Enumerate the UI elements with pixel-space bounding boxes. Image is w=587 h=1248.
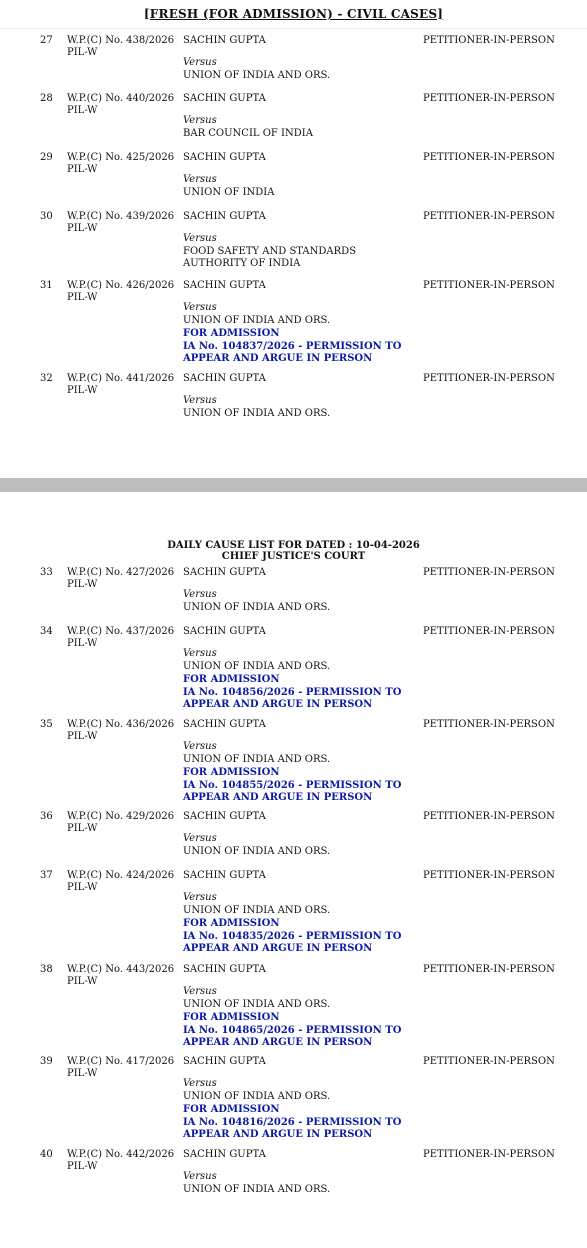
- case-type: PIL-W: [67, 47, 98, 58]
- parties: [183, 152, 408, 199]
- parties: [183, 280, 408, 365]
- cause-list-page-2: [0, 540, 587, 1248]
- case-type: PIL-W: [67, 823, 98, 834]
- item-number: 29: [40, 152, 53, 163]
- respondent: BAR COUNCIL OF INDIA: [183, 128, 313, 139]
- advocate: PETITIONER-IN-PERSON: [423, 152, 555, 163]
- case-title: W.P.(C) No. 424/2026: [67, 870, 175, 881]
- respondent: UNION OF INDIA AND ORS.: [183, 661, 331, 672]
- admission-label: FOR ADMISSION: [183, 918, 280, 929]
- item-number: 34: [40, 626, 53, 637]
- case-number: [67, 1056, 177, 1080]
- petitioner: SACHIN GUPTA: [183, 280, 266, 291]
- admission-label: FOR ADMISSION: [183, 328, 280, 339]
- admission-label: FOR ADMISSION: [183, 1104, 280, 1115]
- advocate: PETITIONER-IN-PERSON: [423, 35, 555, 46]
- petitioner: SACHIN GUPTA: [183, 1149, 266, 1160]
- versus-label: Versus: [183, 986, 217, 997]
- respondent: UNION OF INDIA AND ORS.: [183, 1184, 331, 1195]
- case-title: W.P.(C) No. 441/2026: [67, 373, 175, 384]
- item-number: 32: [40, 373, 53, 384]
- advocate: PETITIONER-IN-PERSON: [423, 870, 555, 881]
- respondent: UNION OF INDIA AND ORS.: [183, 408, 331, 419]
- case-type: PIL-W: [67, 882, 98, 893]
- case-type: PIL-W: [67, 976, 98, 987]
- versus-label: Versus: [183, 233, 217, 244]
- advocate: PETITIONER-IN-PERSON: [423, 567, 555, 578]
- parties: [183, 1149, 408, 1196]
- case-type: PIL-W: [67, 1068, 98, 1079]
- cause-list-date: DAILY CAUSE LIST FOR DATED : 10-04-2026: [167, 540, 420, 551]
- case-number: [67, 93, 177, 117]
- case-title: W.P.(C) No. 440/2026: [67, 93, 175, 104]
- ia-application: IA No. 104855/2026 - PERMISSION TO APPEAR AND ARGUE IN PERSON: [183, 780, 402, 803]
- case-number: [67, 626, 177, 650]
- admission-label: FOR ADMISSION: [183, 674, 280, 685]
- advocate: PETITIONER-IN-PERSON: [423, 93, 555, 104]
- versus-label: Versus: [183, 741, 217, 752]
- ia-application: IA No. 104837/2026 - PERMISSION TO APPEAR AND ARGUE IN PERSON: [183, 341, 402, 364]
- respondent: UNION OF INDIA AND ORS.: [183, 846, 331, 857]
- parties: [183, 870, 408, 955]
- parties: [183, 35, 408, 82]
- case-number: [67, 964, 177, 988]
- versus-label: Versus: [183, 174, 217, 185]
- parties: [183, 211, 408, 270]
- versus-label: Versus: [183, 1078, 217, 1089]
- case-type: PIL-W: [67, 292, 98, 303]
- advocate: PETITIONER-IN-PERSON: [423, 1149, 555, 1160]
- respondent: UNION OF INDIA AND ORS.: [183, 905, 331, 916]
- ia-application: IA No. 104865/2026 - PERMISSION TO APPEAR AND ARGUE IN PERSON: [183, 1025, 402, 1048]
- versus-label: Versus: [183, 1171, 217, 1182]
- case-title: W.P.(C) No. 427/2026: [67, 567, 175, 578]
- admission-label: FOR ADMISSION: [183, 767, 280, 778]
- page-separator: [0, 478, 587, 492]
- daily-cause-list-title: [0, 540, 587, 562]
- respondent: UNION OF INDIA AND ORS.: [183, 315, 331, 326]
- respondent: UNION OF INDIA AND ORS.: [183, 70, 331, 81]
- case-title: W.P.(C) No. 437/2026: [67, 626, 175, 637]
- case-number: [67, 870, 177, 894]
- advocate: PETITIONER-IN-PERSON: [423, 280, 555, 291]
- respondent: UNION OF INDIA AND ORS.: [183, 1091, 331, 1102]
- item-number: 37: [40, 870, 53, 881]
- admission-label: FOR ADMISSION: [183, 1012, 280, 1023]
- case-number: [67, 211, 177, 235]
- case-type: PIL-W: [67, 638, 98, 649]
- court-name: CHIEF JUSTICE'S COURT: [221, 551, 366, 562]
- parties: [183, 1056, 408, 1141]
- item-number: 30: [40, 211, 53, 222]
- advocate: PETITIONER-IN-PERSON: [423, 811, 555, 822]
- respondent: UNION OF INDIA AND ORS.: [183, 602, 331, 613]
- parties: [183, 373, 408, 420]
- petitioner: SACHIN GUPTA: [183, 964, 266, 975]
- case-type: PIL-W: [67, 731, 98, 742]
- ia-application: IA No. 104816/2026 - PERMISSION TO APPEAR AND ARGUE IN PERSON: [183, 1117, 402, 1140]
- parties: [183, 626, 408, 711]
- advocate: PETITIONER-IN-PERSON: [423, 626, 555, 637]
- petitioner: SACHIN GUPTA: [183, 567, 266, 578]
- case-number: [67, 811, 177, 835]
- petitioner: SACHIN GUPTA: [183, 35, 266, 46]
- petitioner: SACHIN GUPTA: [183, 811, 266, 822]
- case-title: W.P.(C) No. 438/2026: [67, 35, 175, 46]
- versus-label: Versus: [183, 833, 217, 844]
- item-number: 31: [40, 280, 53, 291]
- case-title: W.P.(C) No. 436/2026: [67, 719, 175, 730]
- case-title: W.P.(C) No. 439/2026: [67, 211, 175, 222]
- case-number: [67, 152, 177, 176]
- parties: [183, 811, 408, 858]
- case-number: [67, 373, 177, 397]
- parties: [183, 719, 408, 804]
- versus-label: Versus: [183, 395, 217, 406]
- petitioner: SACHIN GUPTA: [183, 626, 266, 637]
- petitioner: SACHIN GUPTA: [183, 152, 266, 163]
- item-number: 35: [40, 719, 53, 730]
- parties: [183, 93, 408, 140]
- item-number: 36: [40, 811, 53, 822]
- case-title: W.P.(C) No. 429/2026: [67, 811, 175, 822]
- petitioner: SACHIN GUPTA: [183, 211, 266, 222]
- ia-application: IA No. 104835/2026 - PERMISSION TO APPEAR AND ARGUE IN PERSON: [183, 931, 402, 954]
- case-number: [67, 280, 177, 304]
- item-number: 38: [40, 964, 53, 975]
- item-number: 33: [40, 567, 53, 578]
- case-number: [67, 719, 177, 743]
- case-type: PIL-W: [67, 164, 98, 175]
- case-type: PIL-W: [67, 105, 98, 116]
- versus-label: Versus: [183, 892, 217, 903]
- case-title: W.P.(C) No. 426/2026: [67, 280, 175, 291]
- item-number: 28: [40, 93, 53, 104]
- respondent: UNION OF INDIA: [183, 187, 275, 198]
- versus-label: Versus: [183, 115, 217, 126]
- case-title: W.P.(C) No. 417/2026: [67, 1056, 175, 1067]
- versus-label: Versus: [183, 648, 217, 659]
- petitioner: SACHIN GUPTA: [183, 719, 266, 730]
- ia-application: IA No. 104856/2026 - PERMISSION TO APPEAR AND ARGUE IN PERSON: [183, 687, 402, 710]
- advocate: PETITIONER-IN-PERSON: [423, 373, 555, 384]
- advocate: PETITIONER-IN-PERSON: [423, 964, 555, 975]
- versus-label: Versus: [183, 57, 217, 68]
- advocate: PETITIONER-IN-PERSON: [423, 719, 555, 730]
- advocate: PETITIONER-IN-PERSON: [423, 1056, 555, 1067]
- case-title: W.P.(C) No. 443/2026: [67, 964, 175, 975]
- case-type: PIL-W: [67, 223, 98, 234]
- case-number: [67, 1149, 177, 1173]
- item-number: 27: [40, 35, 53, 46]
- petitioner: SACHIN GUPTA: [183, 1056, 266, 1067]
- case-title: W.P.(C) No. 442/2026: [67, 1149, 175, 1160]
- versus-label: Versus: [183, 302, 217, 313]
- respondent: UNION OF INDIA AND ORS.: [183, 999, 331, 1010]
- parties: [183, 567, 408, 614]
- cause-list-page-1: [0, 0, 587, 478]
- petitioner: SACHIN GUPTA: [183, 870, 266, 881]
- case-number: [67, 567, 177, 591]
- respondent: FOOD SAFETY AND STANDARDS AUTHORITY OF INDIA: [183, 246, 357, 269]
- case-type: PIL-W: [67, 385, 98, 396]
- case-title: W.P.(C) No. 425/2026: [67, 152, 175, 163]
- case-number: [67, 35, 177, 59]
- advocate: PETITIONER-IN-PERSON: [423, 211, 555, 222]
- case-type: PIL-W: [67, 1161, 98, 1172]
- versus-label: Versus: [183, 589, 217, 600]
- item-number: 40: [40, 1149, 53, 1160]
- case-type: PIL-W: [67, 579, 98, 590]
- petitioner: SACHIN GUPTA: [183, 373, 266, 384]
- section-heading: [FRESH (FOR ADMISSION) - CIVIL CASES]: [0, 0, 587, 29]
- item-number: 39: [40, 1056, 53, 1067]
- petitioner: SACHIN GUPTA: [183, 93, 266, 104]
- respondent: UNION OF INDIA AND ORS.: [183, 754, 331, 765]
- parties: [183, 964, 408, 1049]
